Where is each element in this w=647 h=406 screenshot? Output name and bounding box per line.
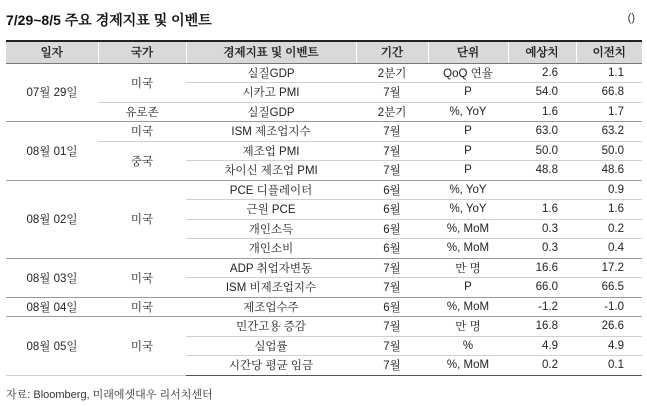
country-cell: 중국 — [98, 141, 186, 180]
forecast-cell — [508, 180, 576, 200]
forecast-cell: 16.8 — [508, 317, 576, 337]
date-cell: 08월 05일 — [6, 317, 98, 376]
header-unit: 단위 — [428, 41, 508, 63]
event-cell: 제조업수주 — [186, 297, 356, 317]
unit-cell: %, YoY — [428, 102, 508, 122]
event-cell: 제조업 PMI — [186, 141, 356, 161]
event-cell: PCE 디플레이터 — [186, 180, 356, 200]
unit-note: () — [627, 12, 635, 24]
unit-cell: %, MoM — [428, 219, 508, 239]
previous-cell: 0.2 — [576, 219, 642, 239]
forecast-cell: 1.6 — [508, 200, 576, 220]
previous-cell: 4.9 — [576, 336, 642, 356]
country-cell: 미국 — [98, 180, 186, 258]
event-cell: 개인소득 — [186, 219, 356, 239]
header-forecast: 예상치 — [508, 41, 576, 63]
period-cell: 7월 — [356, 336, 428, 356]
table-row — [6, 63, 642, 83]
event-cell: ADP 취업자변동 — [186, 258, 356, 278]
forecast-cell: 50.0 — [508, 141, 576, 161]
event-cell: 시간당 평균 임금 — [186, 356, 356, 376]
previous-cell: 0.4 — [576, 239, 642, 259]
unit-cell: P — [428, 161, 508, 181]
forecast-cell: -1.2 — [508, 297, 576, 317]
forecast-cell: 0.2 — [508, 356, 576, 376]
date-cell: 08월 04일 — [6, 297, 98, 317]
unit-cell: QoQ 연율 — [428, 63, 508, 83]
forecast-cell: 4.9 — [508, 336, 576, 356]
period-cell: 7월 — [356, 317, 428, 337]
forecast-cell: 54.0 — [508, 83, 576, 103]
period-cell: 7월 — [356, 258, 428, 278]
table-row — [6, 317, 642, 337]
unit-cell: %, YoY — [428, 200, 508, 220]
event-cell: 시카고 PMI — [186, 83, 356, 103]
unit-cell: %, MoM — [428, 356, 508, 376]
date-cell: 08월 02일 — [6, 180, 98, 258]
unit-cell: 만 명 — [428, 317, 508, 337]
period-cell: 6월 — [356, 297, 428, 317]
period-cell: 7월 — [356, 83, 428, 103]
previous-cell: 1.6 — [576, 200, 642, 220]
unit-cell: P — [428, 83, 508, 103]
unit-cell: P — [428, 278, 508, 298]
table-row — [6, 180, 642, 200]
period-cell: 2분기 — [356, 102, 428, 122]
previous-cell: 0.1 — [576, 356, 642, 376]
unit-cell: P — [428, 122, 508, 142]
unit-cell: %, YoY — [428, 180, 508, 200]
header-previous: 이전치 — [576, 41, 642, 63]
unit-cell: %, MoM — [428, 297, 508, 317]
table-row — [6, 141, 642, 161]
event-cell: 실질GDP — [186, 102, 356, 122]
previous-cell: -1.0 — [576, 297, 642, 317]
page-title: 7/29~8/5 주요 경제지표 및 이벤트 — [6, 12, 212, 28]
period-cell: 7월 — [356, 278, 428, 298]
table-row — [6, 102, 642, 122]
event-cell: ISM 비제조업지수 — [186, 278, 356, 298]
country-cell: 유로존 — [98, 102, 186, 122]
header-date: 일자 — [6, 41, 98, 63]
date-cell: 08월 03일 — [6, 258, 98, 297]
table-header-row — [6, 41, 642, 63]
country-cell: 미국 — [98, 122, 186, 142]
country-cell: 미국 — [98, 258, 186, 297]
event-cell: 민간고용 증감 — [186, 317, 356, 337]
source-note: 자료: Bloomberg, 미래에셋대우 리서치센터 — [6, 389, 213, 401]
previous-cell: 48.6 — [576, 161, 642, 181]
date-cell: 08월 01일 — [6, 122, 98, 181]
forecast-cell: 0.3 — [508, 239, 576, 259]
period-cell: 7월 — [356, 122, 428, 142]
unit-cell: % — [428, 336, 508, 356]
previous-cell: 26.6 — [576, 317, 642, 337]
period-cell: 2분기 — [356, 63, 428, 83]
period-cell: 6월 — [356, 239, 428, 259]
country-cell: 미국 — [98, 317, 186, 376]
event-cell: 개인소비 — [186, 239, 356, 259]
event-cell: 실질GDP — [186, 63, 356, 83]
forecast-cell: 0.3 — [508, 219, 576, 239]
table-row — [6, 122, 642, 142]
previous-cell: 17.2 — [576, 258, 642, 278]
previous-cell: 1.1 — [576, 63, 642, 83]
period-cell: 6월 — [356, 219, 428, 239]
forecast-cell: 48.8 — [508, 161, 576, 181]
unit-cell: 만 명 — [428, 258, 508, 278]
event-cell: 근원 PCE — [186, 200, 356, 220]
period-cell: 7월 — [356, 356, 428, 376]
previous-cell: 63.2 — [576, 122, 642, 142]
event-cell: 실업률 — [186, 336, 356, 356]
forecast-cell: 2.6 — [508, 63, 576, 83]
country-cell: 미국 — [98, 63, 186, 102]
header-period: 기간 — [356, 41, 428, 63]
previous-cell: 66.8 — [576, 83, 642, 103]
table-row — [6, 258, 642, 278]
previous-cell: 1.7 — [576, 102, 642, 122]
period-cell: 7월 — [356, 141, 428, 161]
previous-cell: 0.9 — [576, 180, 642, 200]
forecast-cell: 63.0 — [508, 122, 576, 142]
event-cell: 차이신 제조업 PMI — [186, 161, 356, 181]
header-country: 국가 — [98, 41, 186, 63]
forecast-cell: 1.6 — [508, 102, 576, 122]
unit-cell: P — [428, 141, 508, 161]
forecast-cell: 16.6 — [508, 258, 576, 278]
header-event: 경제지표 및 이벤트 — [186, 41, 356, 63]
forecast-cell: 66.0 — [508, 278, 576, 298]
period-cell: 6월 — [356, 180, 428, 200]
previous-cell: 66.5 — [576, 278, 642, 298]
event-cell: ISM 제조업지수 — [186, 122, 356, 142]
previous-cell: 50.0 — [576, 141, 642, 161]
table-row — [6, 297, 642, 317]
period-cell: 6월 — [356, 200, 428, 220]
date-cell: 07월 29일 — [6, 63, 98, 122]
economic-calendar-table — [6, 40, 642, 376]
period-cell: 7월 — [356, 161, 428, 181]
country-cell: 미국 — [98, 297, 186, 317]
unit-cell: %, MoM — [428, 239, 508, 259]
